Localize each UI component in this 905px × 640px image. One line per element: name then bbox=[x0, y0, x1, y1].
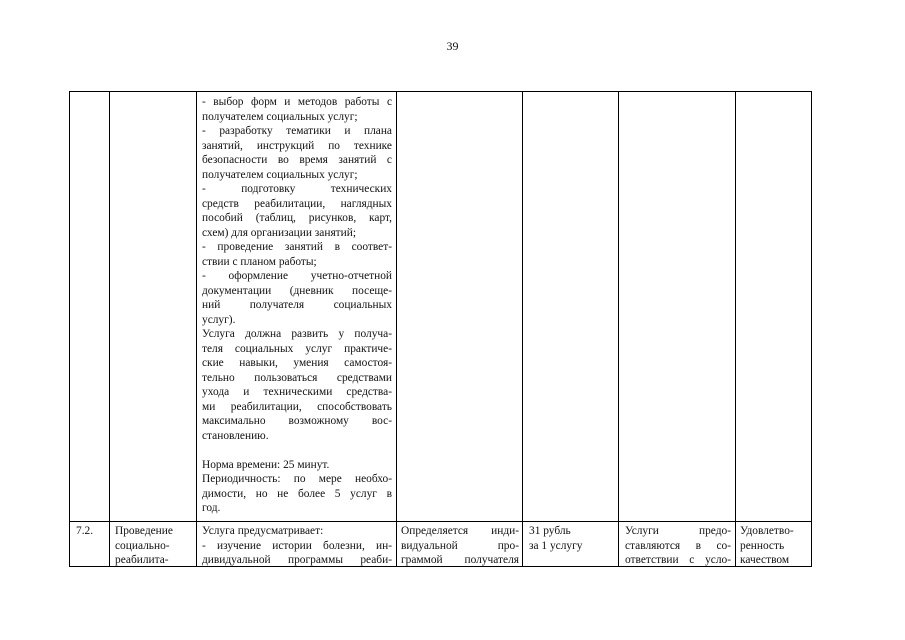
description-line: - оформление учетно-отчетной bbox=[202, 270, 392, 282]
row2-description-cell bbox=[202, 524, 392, 568]
column-divider bbox=[735, 92, 736, 566]
column-divider bbox=[196, 92, 197, 566]
quality-line: качеством bbox=[740, 554, 790, 566]
page-number: 39 bbox=[446, 39, 459, 53]
norm-line: Норма времени: 25 минут. bbox=[202, 458, 330, 471]
description-line: пособий (таблиц, рисунков, карт, bbox=[202, 212, 392, 224]
description-line: схем) для организации занятий; bbox=[202, 226, 357, 239]
description-line: ухода и техническими средства- bbox=[202, 386, 392, 398]
description-line: получателем социальных услуг; bbox=[202, 168, 358, 181]
description-line: тельно пользоваться средствами bbox=[202, 371, 392, 384]
row2-conditions-cell bbox=[625, 524, 731, 568]
description-line: занятий, инструкций по технике bbox=[202, 139, 392, 152]
conditions-line: Услуги предо- bbox=[625, 525, 731, 537]
row-number: 7.2. bbox=[76, 525, 94, 537]
price-line: за 1 услугу bbox=[529, 539, 583, 552]
description-line: дивидуальной программы реаби- bbox=[202, 554, 392, 566]
description-line: - изучение истории болезни, ин- bbox=[202, 539, 392, 552]
description-line: ские навыки, умения самостоя- bbox=[202, 357, 392, 369]
description-line: ми реабилитации, способствовать bbox=[202, 400, 392, 413]
description-line: получателем социальных услуг; bbox=[202, 110, 358, 123]
volume-line: граммой получателя bbox=[401, 554, 519, 566]
description-line: максимально возможному вос- bbox=[202, 415, 392, 427]
row-divider bbox=[70, 521, 811, 522]
row1-description-cell bbox=[202, 95, 392, 516]
column-divider bbox=[396, 92, 397, 566]
services-table bbox=[69, 91, 812, 567]
description-line: документации (дневник посеще- bbox=[202, 284, 392, 297]
row2-name-cell bbox=[115, 524, 193, 568]
norm-line: димости, но не более 5 услуг в bbox=[202, 487, 392, 500]
quality-line: Удовлетво- bbox=[740, 525, 794, 537]
price-line: 31 рубль bbox=[529, 525, 571, 537]
name-line: Проведение bbox=[115, 525, 173, 537]
description-line: - выбор форм и методов работы с bbox=[202, 96, 392, 108]
row2-number-cell bbox=[76, 524, 106, 539]
quality-line: ренность bbox=[740, 539, 785, 552]
norm-line: Периодичность: по мере необхо- bbox=[202, 473, 392, 485]
description-line: становлению. bbox=[202, 429, 269, 442]
column-divider bbox=[109, 92, 110, 566]
description-line: теля социальных услуг практиче- bbox=[202, 342, 392, 355]
name-line: социально- bbox=[115, 539, 170, 552]
description-line: ствии с планом работы; bbox=[202, 255, 317, 268]
description-line: - проведение занятий в соответ- bbox=[202, 241, 392, 253]
description-line: ний получателя социальных bbox=[202, 299, 392, 311]
row2-volume-cell bbox=[401, 524, 519, 568]
description-line: - разработку тематики и плана bbox=[202, 125, 392, 137]
volume-line: видуальной про- bbox=[401, 539, 519, 552]
norm-line: год. bbox=[202, 502, 221, 514]
column-divider bbox=[618, 92, 619, 566]
description-line: средств реабилитации, наглядных bbox=[202, 197, 392, 210]
description-line: услуг). bbox=[202, 313, 236, 326]
description-line: Услуга должна развить у получа- bbox=[202, 328, 392, 340]
conditions-line: ответствии с усло- bbox=[625, 554, 731, 566]
row2-quality-cell bbox=[740, 524, 810, 568]
row2-price-cell bbox=[529, 524, 615, 553]
volume-line: Определяется инди- bbox=[401, 525, 519, 537]
description-line: Услуга предусматривает: bbox=[202, 525, 324, 537]
column-divider bbox=[522, 92, 523, 566]
blank-line bbox=[202, 443, 392, 458]
conditions-line: ставляются в со- bbox=[625, 539, 731, 552]
description-line: безопасности во время занятий с bbox=[202, 154, 392, 166]
description-line: - подготовку технических bbox=[202, 183, 392, 195]
name-line: реабилита- bbox=[115, 554, 169, 566]
